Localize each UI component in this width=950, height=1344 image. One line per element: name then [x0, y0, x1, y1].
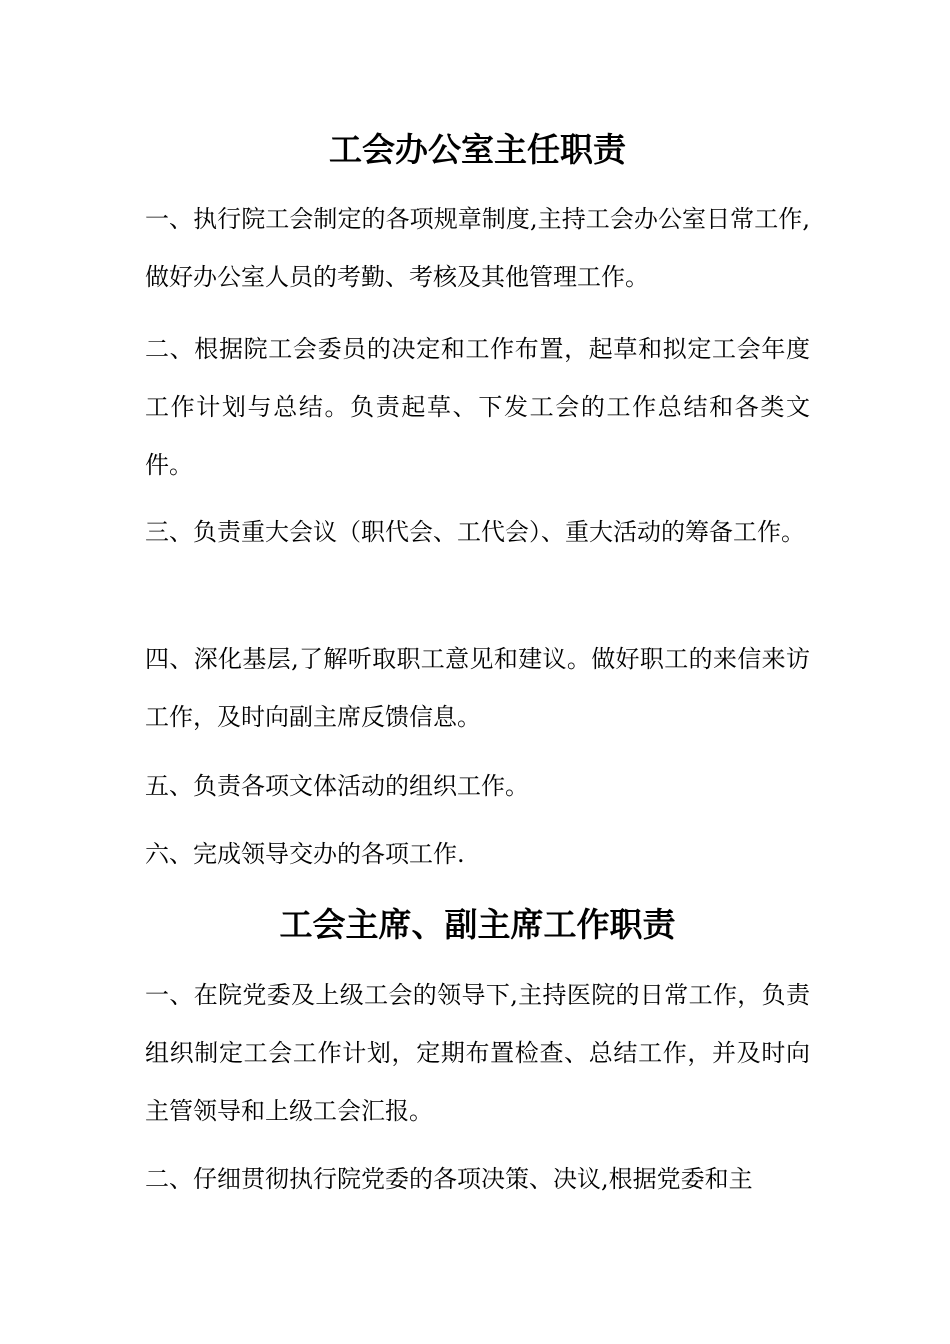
- section1-item-1: 一、执行院工会制定的各项规章制度,主持工会办公室日常工作,做好办公室人员的考勤、考核及其他管理工作。: [145, 205, 810, 291]
- section1-title: 工会办公室主任职责: [329, 130, 626, 169]
- section2-title: 工会主席、副主席工作职责: [279, 905, 676, 944]
- section1-item-2: 二、根据院工会委员的决定和工作布置，起草和拟定工会年度工作计划与总结。负责起草、下发工会的工作总结和各类文件。: [145, 335, 810, 479]
- section1-item-6: 六、完成领导交办的各项工作.: [145, 840, 465, 868]
- section1-item-5: 五、负责各项文体活动的组织工作。: [145, 772, 529, 800]
- section2-item-1: 一、在院党委及上级工会的领导下,主持医院的日常工作，负责组织制定工会工作计划，定期布置检查、总结工作，并及时向主管领导和上级工会汇报。: [145, 981, 810, 1125]
- section2-item-2: 二、仔细贯彻执行院党委的各项决策、决议,根据党委和主: [145, 1165, 753, 1193]
- section1-item-3: 三、负责重大会议（职代会、工代会）、重大活动的筹备工作。: [145, 518, 805, 546]
- section1-item-4: 四、深化基层,了解听取职工意见和建议。做好职工的来信来访工作，及时向副主席反馈信息。: [145, 645, 810, 731]
